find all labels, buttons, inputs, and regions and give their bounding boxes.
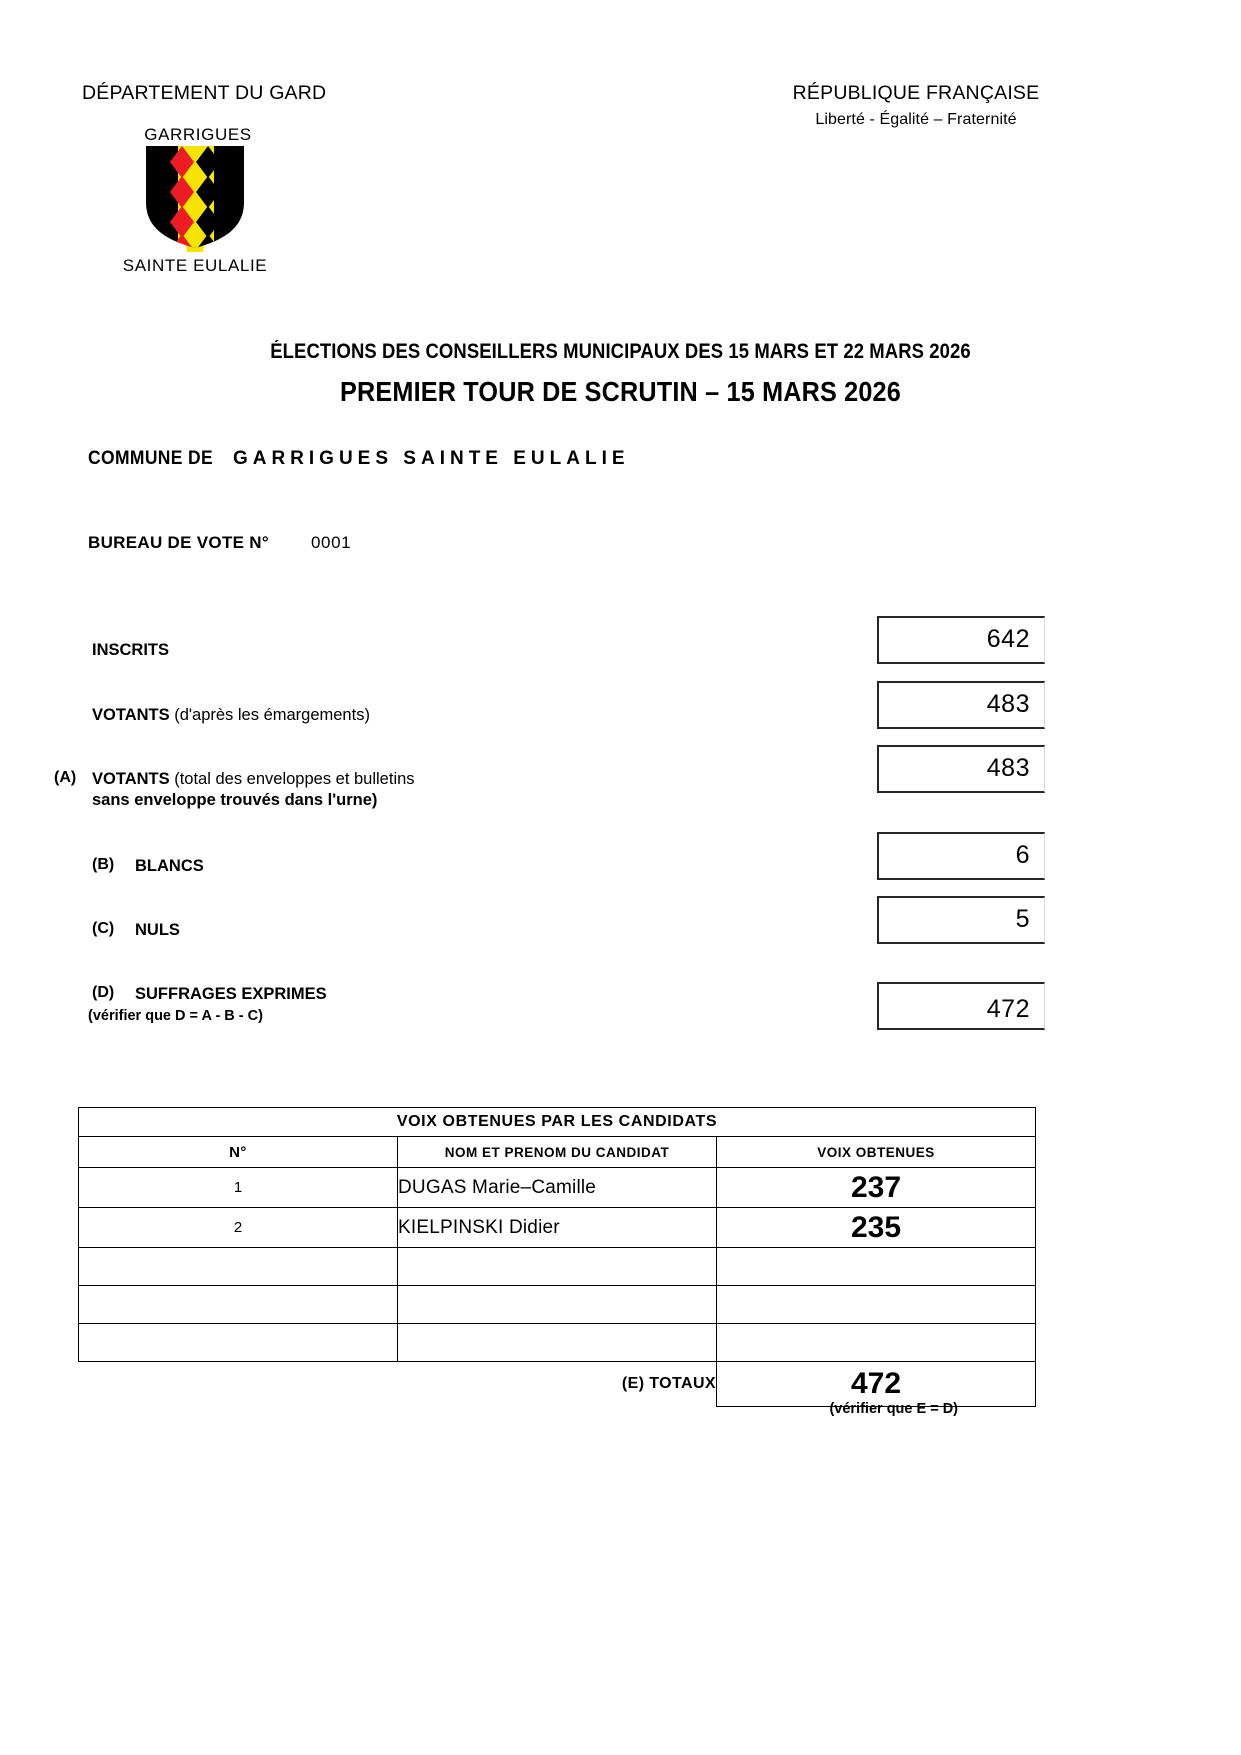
candidate-votes bbox=[717, 1286, 1036, 1324]
stat-marker-d: (D) bbox=[92, 984, 115, 1001]
stat-note-suffrages-exprimes: (vérifier que D = A - B - C) bbox=[88, 1008, 263, 1024]
crest-bottom-label: SAINTE EULALIE bbox=[122, 256, 268, 275]
candidate-votes bbox=[717, 1248, 1036, 1286]
stat-value-votants-emargements: 483 bbox=[986, 689, 1030, 718]
column-header-votes: VOIX OBTENUES bbox=[717, 1137, 1036, 1168]
republic-motto: Liberté - Égalité – Fraternité bbox=[815, 111, 1017, 128]
candidate-name: KIELPINSKI Didier bbox=[398, 1208, 717, 1248]
table-header-row bbox=[79, 1137, 1036, 1168]
table-row bbox=[79, 1208, 1036, 1248]
department-label: DÉPARTEMENT DU GARD bbox=[82, 82, 327, 104]
election-title-line1: ÉLECTIONS DES CONSEILLERS MUNICIPAUX DES 15 MARS ET 22 MARS 2026 bbox=[270, 340, 971, 363]
candidate-number: 1 bbox=[79, 1168, 398, 1208]
candidate-number: 2 bbox=[79, 1208, 398, 1248]
table-row bbox=[79, 1286, 1036, 1324]
candidate-votes: 235 bbox=[717, 1208, 1036, 1248]
stat-value-suffrages-exprimes: 472 bbox=[986, 994, 1030, 1023]
stat-value-inscrits: 642 bbox=[986, 624, 1030, 653]
stat-label-inscrits: INSCRITS bbox=[92, 641, 170, 659]
polling-station-line bbox=[88, 533, 351, 553]
polling-station-value: 0001 bbox=[310, 533, 352, 552]
stat-label-nuls: NULS bbox=[135, 921, 180, 939]
candidate-name: DUGAS Marie–Camille bbox=[398, 1168, 717, 1208]
stat-label-votants-emargements: VOTANTS (d'après les émargements) bbox=[92, 706, 370, 724]
candidate-number bbox=[79, 1324, 398, 1362]
stat-box-inscrits bbox=[877, 616, 1045, 664]
stat-box-blancs bbox=[877, 832, 1045, 880]
candidate-name bbox=[398, 1324, 717, 1362]
stat-label-blancs: BLANCS bbox=[135, 857, 204, 875]
column-header-number: N° bbox=[79, 1137, 398, 1168]
commune-crest bbox=[95, 125, 295, 276]
commune-line bbox=[88, 448, 630, 470]
candidate-votes: 237 bbox=[717, 1168, 1036, 1208]
commune-name: GARRIGUES SAINTE EULALIE bbox=[232, 448, 630, 469]
column-header-name: NOM ET PRENOM DU CANDIDAT bbox=[398, 1137, 717, 1168]
stat-value-blancs: 6 bbox=[1015, 840, 1030, 869]
totals-row bbox=[79, 1362, 1036, 1407]
stat-marker-c: (C) bbox=[92, 920, 115, 937]
republic-title: RÉPUBLIQUE FRANÇAISE bbox=[792, 82, 1040, 104]
stat-box-suffrages-exprimes bbox=[877, 982, 1045, 1030]
candidate-number bbox=[79, 1248, 398, 1286]
candidate-votes bbox=[717, 1324, 1036, 1362]
crest-top-label: GARRIGUES bbox=[144, 125, 252, 144]
candidate-name bbox=[398, 1286, 717, 1324]
polling-station-label: BUREAU DE VOTE N° bbox=[88, 533, 269, 552]
candidate-name bbox=[398, 1248, 717, 1286]
totals-label: (E) TOTAUX bbox=[621, 1375, 716, 1393]
table-row bbox=[79, 1324, 1036, 1362]
stat-value-votants-urne: 483 bbox=[986, 753, 1030, 782]
election-title-line2: PREMIER TOUR DE SCRUTIN – 15 MARS 2026 bbox=[340, 376, 901, 407]
table-row bbox=[79, 1168, 1036, 1208]
stat-box-votants-emargements bbox=[877, 681, 1045, 729]
stat-marker-b: (B) bbox=[92, 856, 115, 873]
table-title-row bbox=[79, 1108, 1036, 1137]
stat-value-nuls: 5 bbox=[1015, 904, 1030, 933]
coat-of-arms-icon bbox=[95, 144, 295, 252]
stat-box-nuls bbox=[877, 896, 1045, 944]
republic-header bbox=[791, 82, 1041, 129]
stat-label-votants-urne: VOTANTS (total des enveloppes et bulletins sans enveloppe trouvés dans l'urne) bbox=[92, 770, 415, 810]
stat-marker-a: (A) bbox=[54, 769, 77, 786]
totals-value: 472 bbox=[717, 1362, 1036, 1407]
stat-label-suffrages-exprimes: SUFFRAGES EXPRIMES bbox=[135, 985, 327, 1003]
table-row bbox=[79, 1248, 1036, 1286]
totals-verify-note: (vérifier que E = D) bbox=[829, 1401, 958, 1417]
stat-box-votants-urne bbox=[877, 745, 1045, 793]
candidates-table-title: VOIX OBTENUES PAR LES CANDIDATS bbox=[79, 1108, 1036, 1137]
candidate-number bbox=[79, 1286, 398, 1324]
candidates-results-table bbox=[78, 1107, 1036, 1407]
commune-label: COMMUNE DE bbox=[88, 448, 214, 469]
